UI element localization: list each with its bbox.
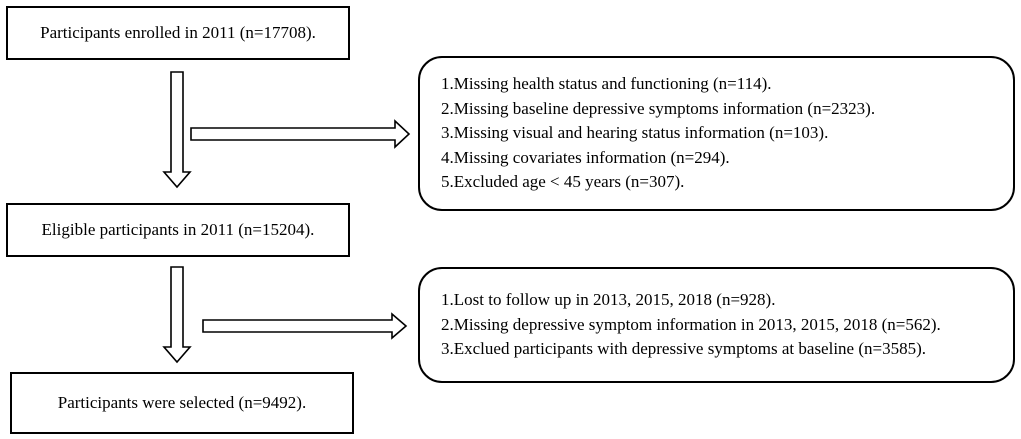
down-arrow-2 — [164, 267, 190, 362]
exclusion-item: 3.Missing visual and hearing status information (n=103). — [441, 123, 829, 143]
right-arrow-1 — [191, 121, 409, 147]
exclusion-item: 5.Excluded age < 45 years (n=307). — [441, 172, 685, 192]
right-arrow-2 — [203, 314, 406, 338]
exclusion-item: 2.Missing baseline depressive symptoms information (n=2323). — [441, 98, 876, 118]
exclusion-item: 2.Missing depressive symptom information in 2013, 2015, 2018 (n=562). — [441, 314, 941, 334]
enrolled-box — [6, 6, 350, 60]
selected-label: Participants were selected (n=9492). — [57, 392, 307, 412]
eligible-label: Eligible participants in 2011 (n=15204). — [41, 219, 315, 239]
exclusion-item: 1.Missing health status and functioning (n=114). — [441, 74, 772, 94]
enrolled-label: Participants enrolled in 2011 (n=17708). — [40, 22, 316, 42]
exclusion-item: 4.Missing covariates information (n=294). — [441, 147, 730, 167]
exclusion-box-1 — [418, 56, 1015, 211]
exclusion-item: 3.Exclued participants with depressive symptoms at baseline (n=3585). — [441, 339, 927, 359]
eligible-box — [6, 203, 350, 257]
down-arrow-1 — [164, 72, 190, 187]
exclusion-box-2 — [418, 267, 1015, 383]
selected-box — [10, 372, 354, 434]
exclusion-item: 1.Lost to follow up in 2013, 2015, 2018 (n=928). — [441, 290, 776, 310]
